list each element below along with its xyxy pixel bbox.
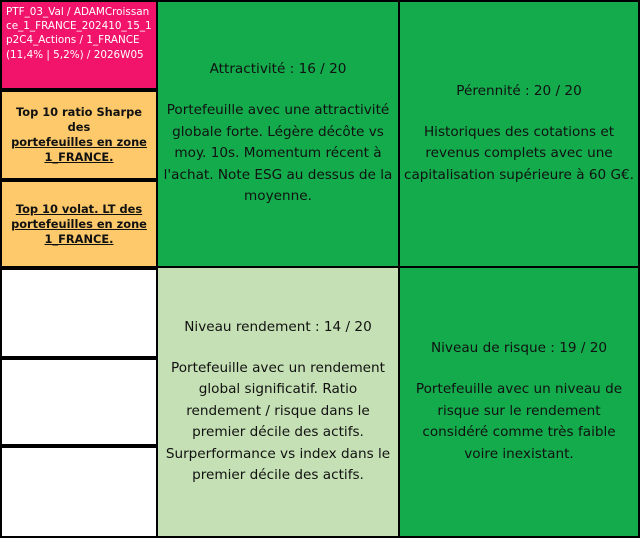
rendement-title: Niveau rendement : 14 / 20 <box>184 318 372 335</box>
top10-volatility-link[interactable]: Top 10 volat. LT des portefeuilles en zone 1_FRANCE. <box>11 201 147 246</box>
perennite-quadrant <box>398 0 640 268</box>
portfolio-label: PTF_03_Val / ADAMCroissance_1_FRANCE_202410_15_1p2C4_Actions / 1_FRANCE (11,4% | 5,2%) / 2026W05 <box>6 6 152 61</box>
portfolio-title-cell <box>0 0 158 90</box>
empty-cell-3 <box>0 446 158 538</box>
attractivite-title: Attractivité : 16 / 20 <box>209 61 347 78</box>
rendement-quadrant <box>156 266 400 538</box>
sharpe-link-cell[interactable] <box>0 90 158 180</box>
risque-text: Portefeuille avec un niveau de risque sur le rendement considéré comme très faible voire inexistant. <box>415 381 623 462</box>
empty-cell-2 <box>0 358 158 446</box>
volatility-link-cell[interactable] <box>0 180 158 268</box>
perennite-text: Historiques des cotations et revenus complets avec une capitalisation supérieure à 60 G€. <box>404 123 634 183</box>
rendement-text: Portefeuille avec un rendement global significatif. Ratio rendement / risque dans le premier décile des actifs. Surperformance vs index dans le premier décile des actifs. <box>165 359 391 483</box>
risque-quadrant <box>398 266 640 538</box>
risque-title: Niveau de risque : 19 / 20 <box>430 340 608 356</box>
attractivite-quadrant <box>156 0 400 268</box>
attractivite-text: Portefeuille avec une attractivité globale forte. Légère décôte vs moy. 10s. Momentum récent à l'achat. Note ESG au dessus de la moyenne. <box>163 102 393 205</box>
perennite-title: Pérennité : 20 / 20 <box>456 82 582 99</box>
top10-sharpe-link[interactable]: Top 10 ratio Sharpe des portefeuilles en zone 1_FRANCE. <box>11 105 147 164</box>
empty-cell-1 <box>0 268 158 358</box>
